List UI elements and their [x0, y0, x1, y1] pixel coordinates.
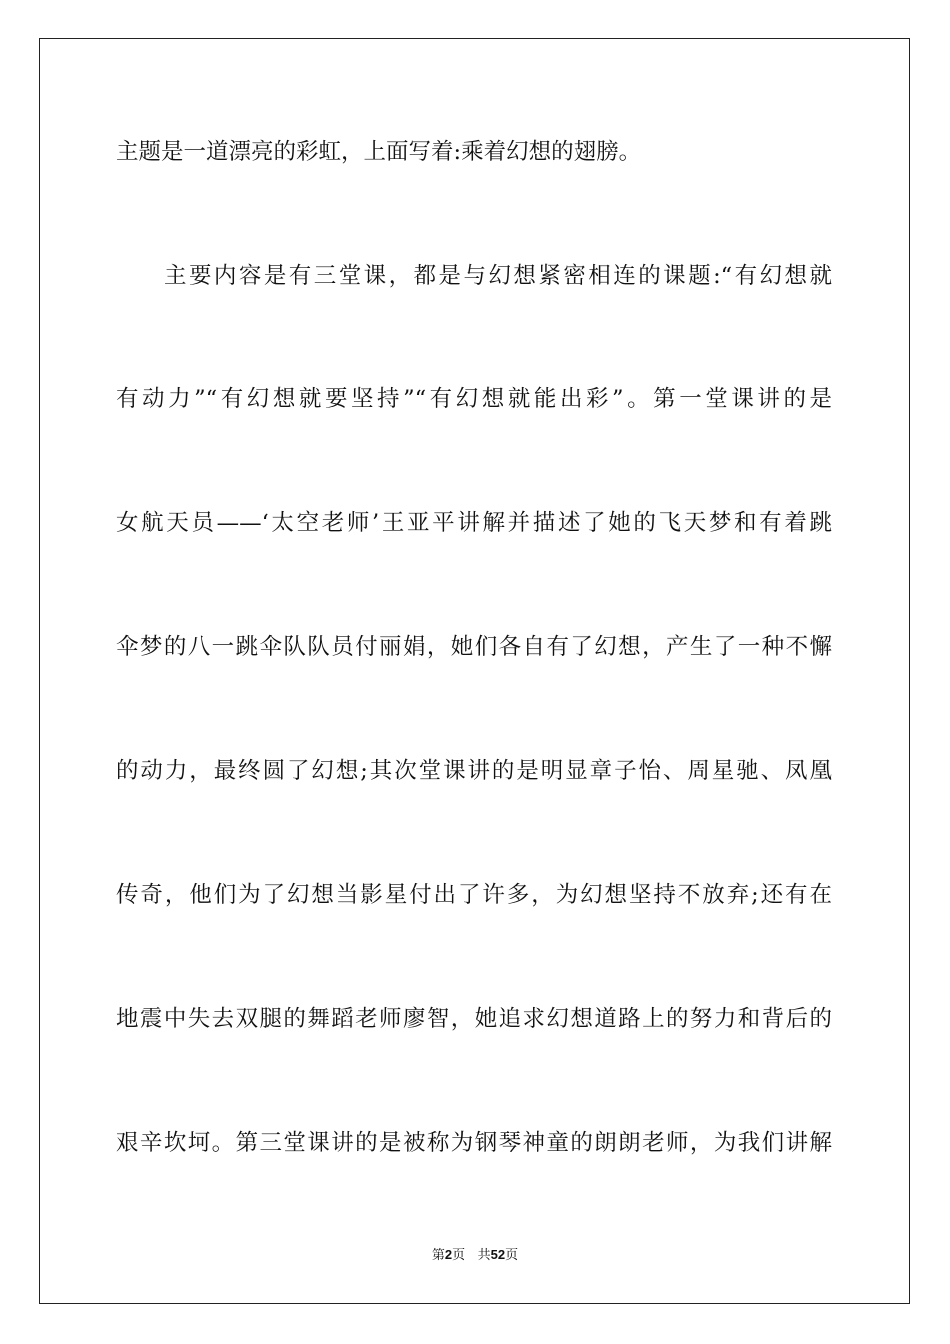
page-footer [0, 1246, 950, 1265]
text-line-5: 伞梦的八一跳伞队队员付丽娟，她们各自有了幻想，产生了一种不懈 [116, 634, 832, 660]
text-line-7: 传奇，他们为了幻想当影星付出了许多，为幻想坚持不放弃;还有在 [116, 882, 832, 908]
footer-total-prefix: 共 [477, 1248, 491, 1263]
text-line-4: 女航天员——‘太空老师’王亚平讲解并描述了她的飞天梦和有着跳 [116, 510, 832, 536]
total-page-number: 52 [490, 1247, 506, 1262]
text-line-1: 主题是一道漂亮的彩虹，上面写着:乘着幻想的翅膀。 [116, 139, 642, 165]
text-line-3: 有动力”“有幻想就要坚持”“有幻想就能出彩”。第一堂课讲的是 [116, 386, 832, 412]
footer-page-unit: 页 [452, 1248, 466, 1263]
text-line-2: 主要内容是有三堂课，都是与幻想紧密相连的课题:“有幻想就 [164, 263, 832, 289]
page-frame [39, 38, 910, 1304]
text-line-9: 艰辛坎坷。第三堂课讲的是被称为钢琴神童的朗朗老师，为我们讲解 [116, 1130, 832, 1156]
current-page-number: 2 [444, 1247, 453, 1262]
footer-prefix: 第 [431, 1248, 445, 1263]
text-line-6: 的动力，最终圆了幻想;其次堂课讲的是明显章子怡、周星驰、凤凰 [116, 758, 832, 784]
text-line-8: 地震中失去双腿的舞蹈老师廖智，她追求幻想道路上的努力和背后的 [116, 1006, 832, 1032]
footer-total-unit: 页 [505, 1248, 519, 1263]
